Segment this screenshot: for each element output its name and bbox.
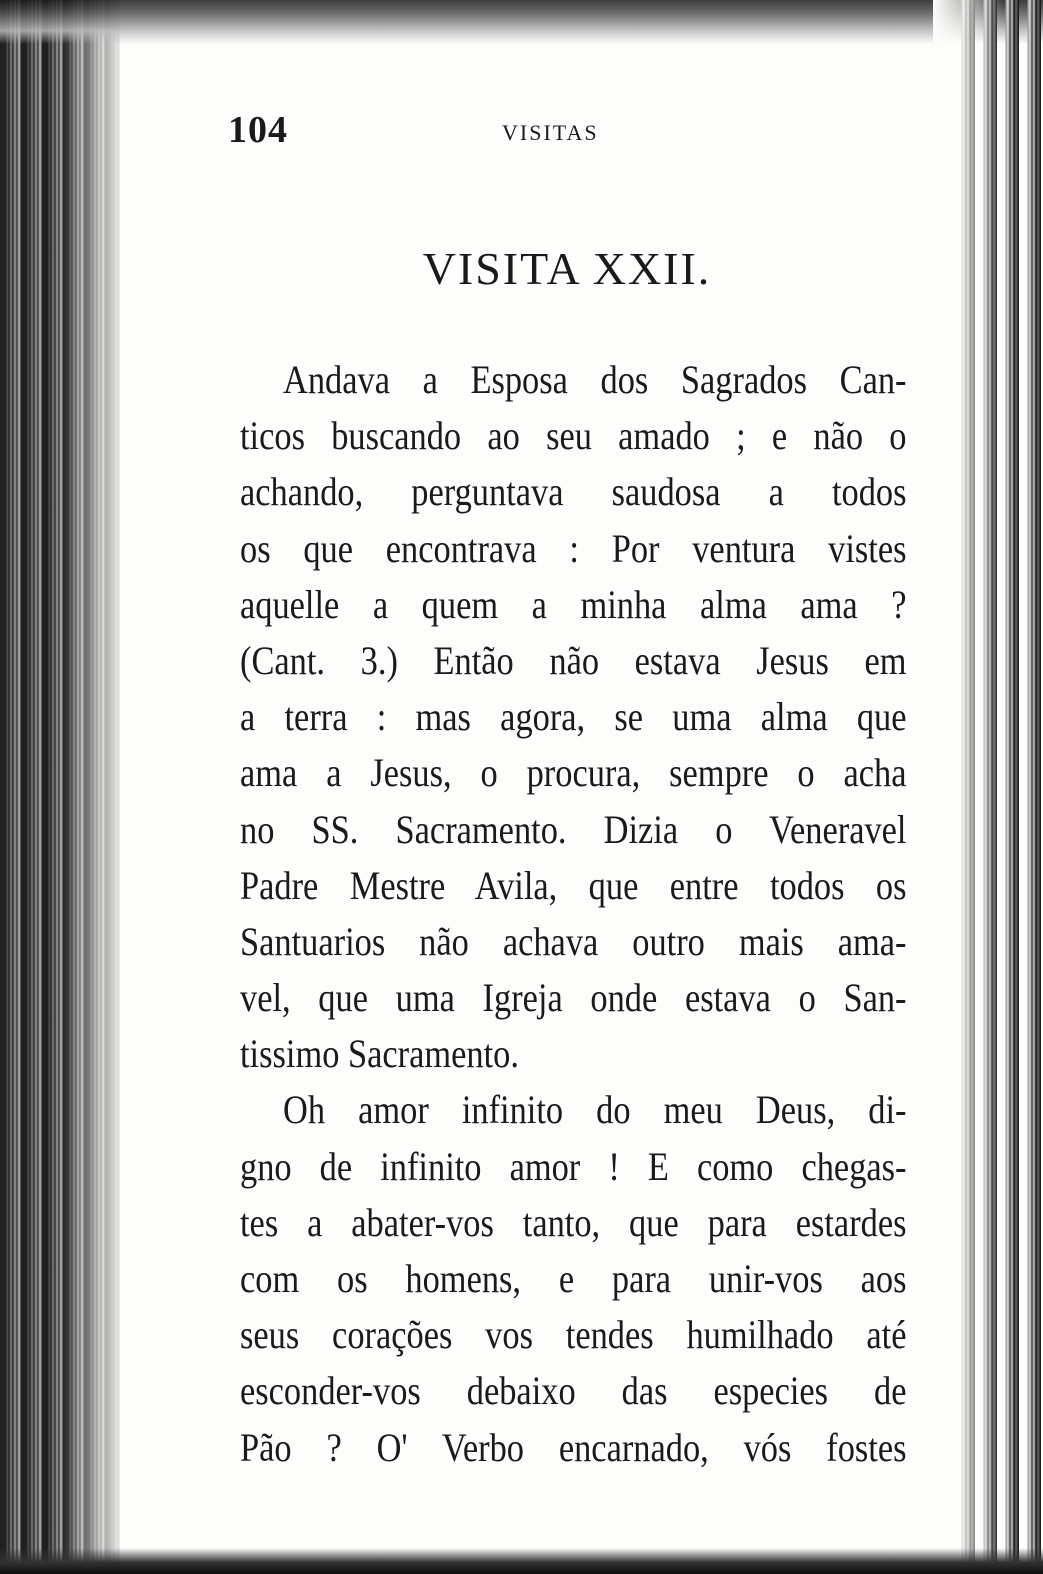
text-line: tes a abater-vos tanto, que para estardes xyxy=(240,1199,907,1245)
top-scan-shadow xyxy=(0,0,1043,44)
text-line: com os homens, e para unir-vos aos xyxy=(240,1256,907,1301)
text-line: ticos buscando ao seu amado ; e não o xyxy=(240,413,907,459)
body-text xyxy=(240,352,906,1476)
text-line: Andava a Esposa dos Sagrados Can- xyxy=(283,357,907,402)
text-line: achando, perguntava saudosa a todos xyxy=(240,469,907,515)
text-line: Pão ? O' Verbo encarnado, vós fostes xyxy=(240,1424,907,1470)
page-number: 104 xyxy=(228,109,288,151)
text-line: no SS. Sacramento. Dizia o Veneravel xyxy=(240,806,907,852)
text-line: seus corações vos tendes humilhado até xyxy=(240,1312,907,1358)
text-line: vel, que uma Igreja onde estava o San- xyxy=(240,975,907,1021)
text-line: os que encontrava : Por ventura vistes xyxy=(240,525,907,571)
right-scan-fade xyxy=(933,0,1003,1574)
text-line: tissimo Sacramento. xyxy=(240,1031,519,1077)
running-head xyxy=(228,108,906,151)
text-line: esconder-vos debaixo das especies de xyxy=(240,1368,907,1414)
bottom-scan-shadow xyxy=(0,1548,1043,1574)
text-line: (Cant. 3.) Então não estava Jesus em xyxy=(240,637,907,683)
chapter-title: VISITA XXII. xyxy=(422,243,712,294)
text-line: Padre Mestre Avila, que entre todos os xyxy=(240,862,907,908)
text-line: Santuarios não achava outro mais ama- xyxy=(240,918,907,964)
text-line: gno de infinito amor ! E como chegas- xyxy=(240,1143,907,1189)
text-line: ama a Jesus, o procura, sempre o acha xyxy=(240,750,907,796)
left-scan-fade xyxy=(60,0,130,1574)
text-line: aquelle a quem a minha alma ama ? xyxy=(240,581,907,627)
text-line: a terra : mas agora, se uma alma que xyxy=(240,694,907,740)
running-title: VISITAS xyxy=(502,120,599,145)
text-line: Oh amor infinito do meu Deus, di- xyxy=(283,1087,907,1133)
